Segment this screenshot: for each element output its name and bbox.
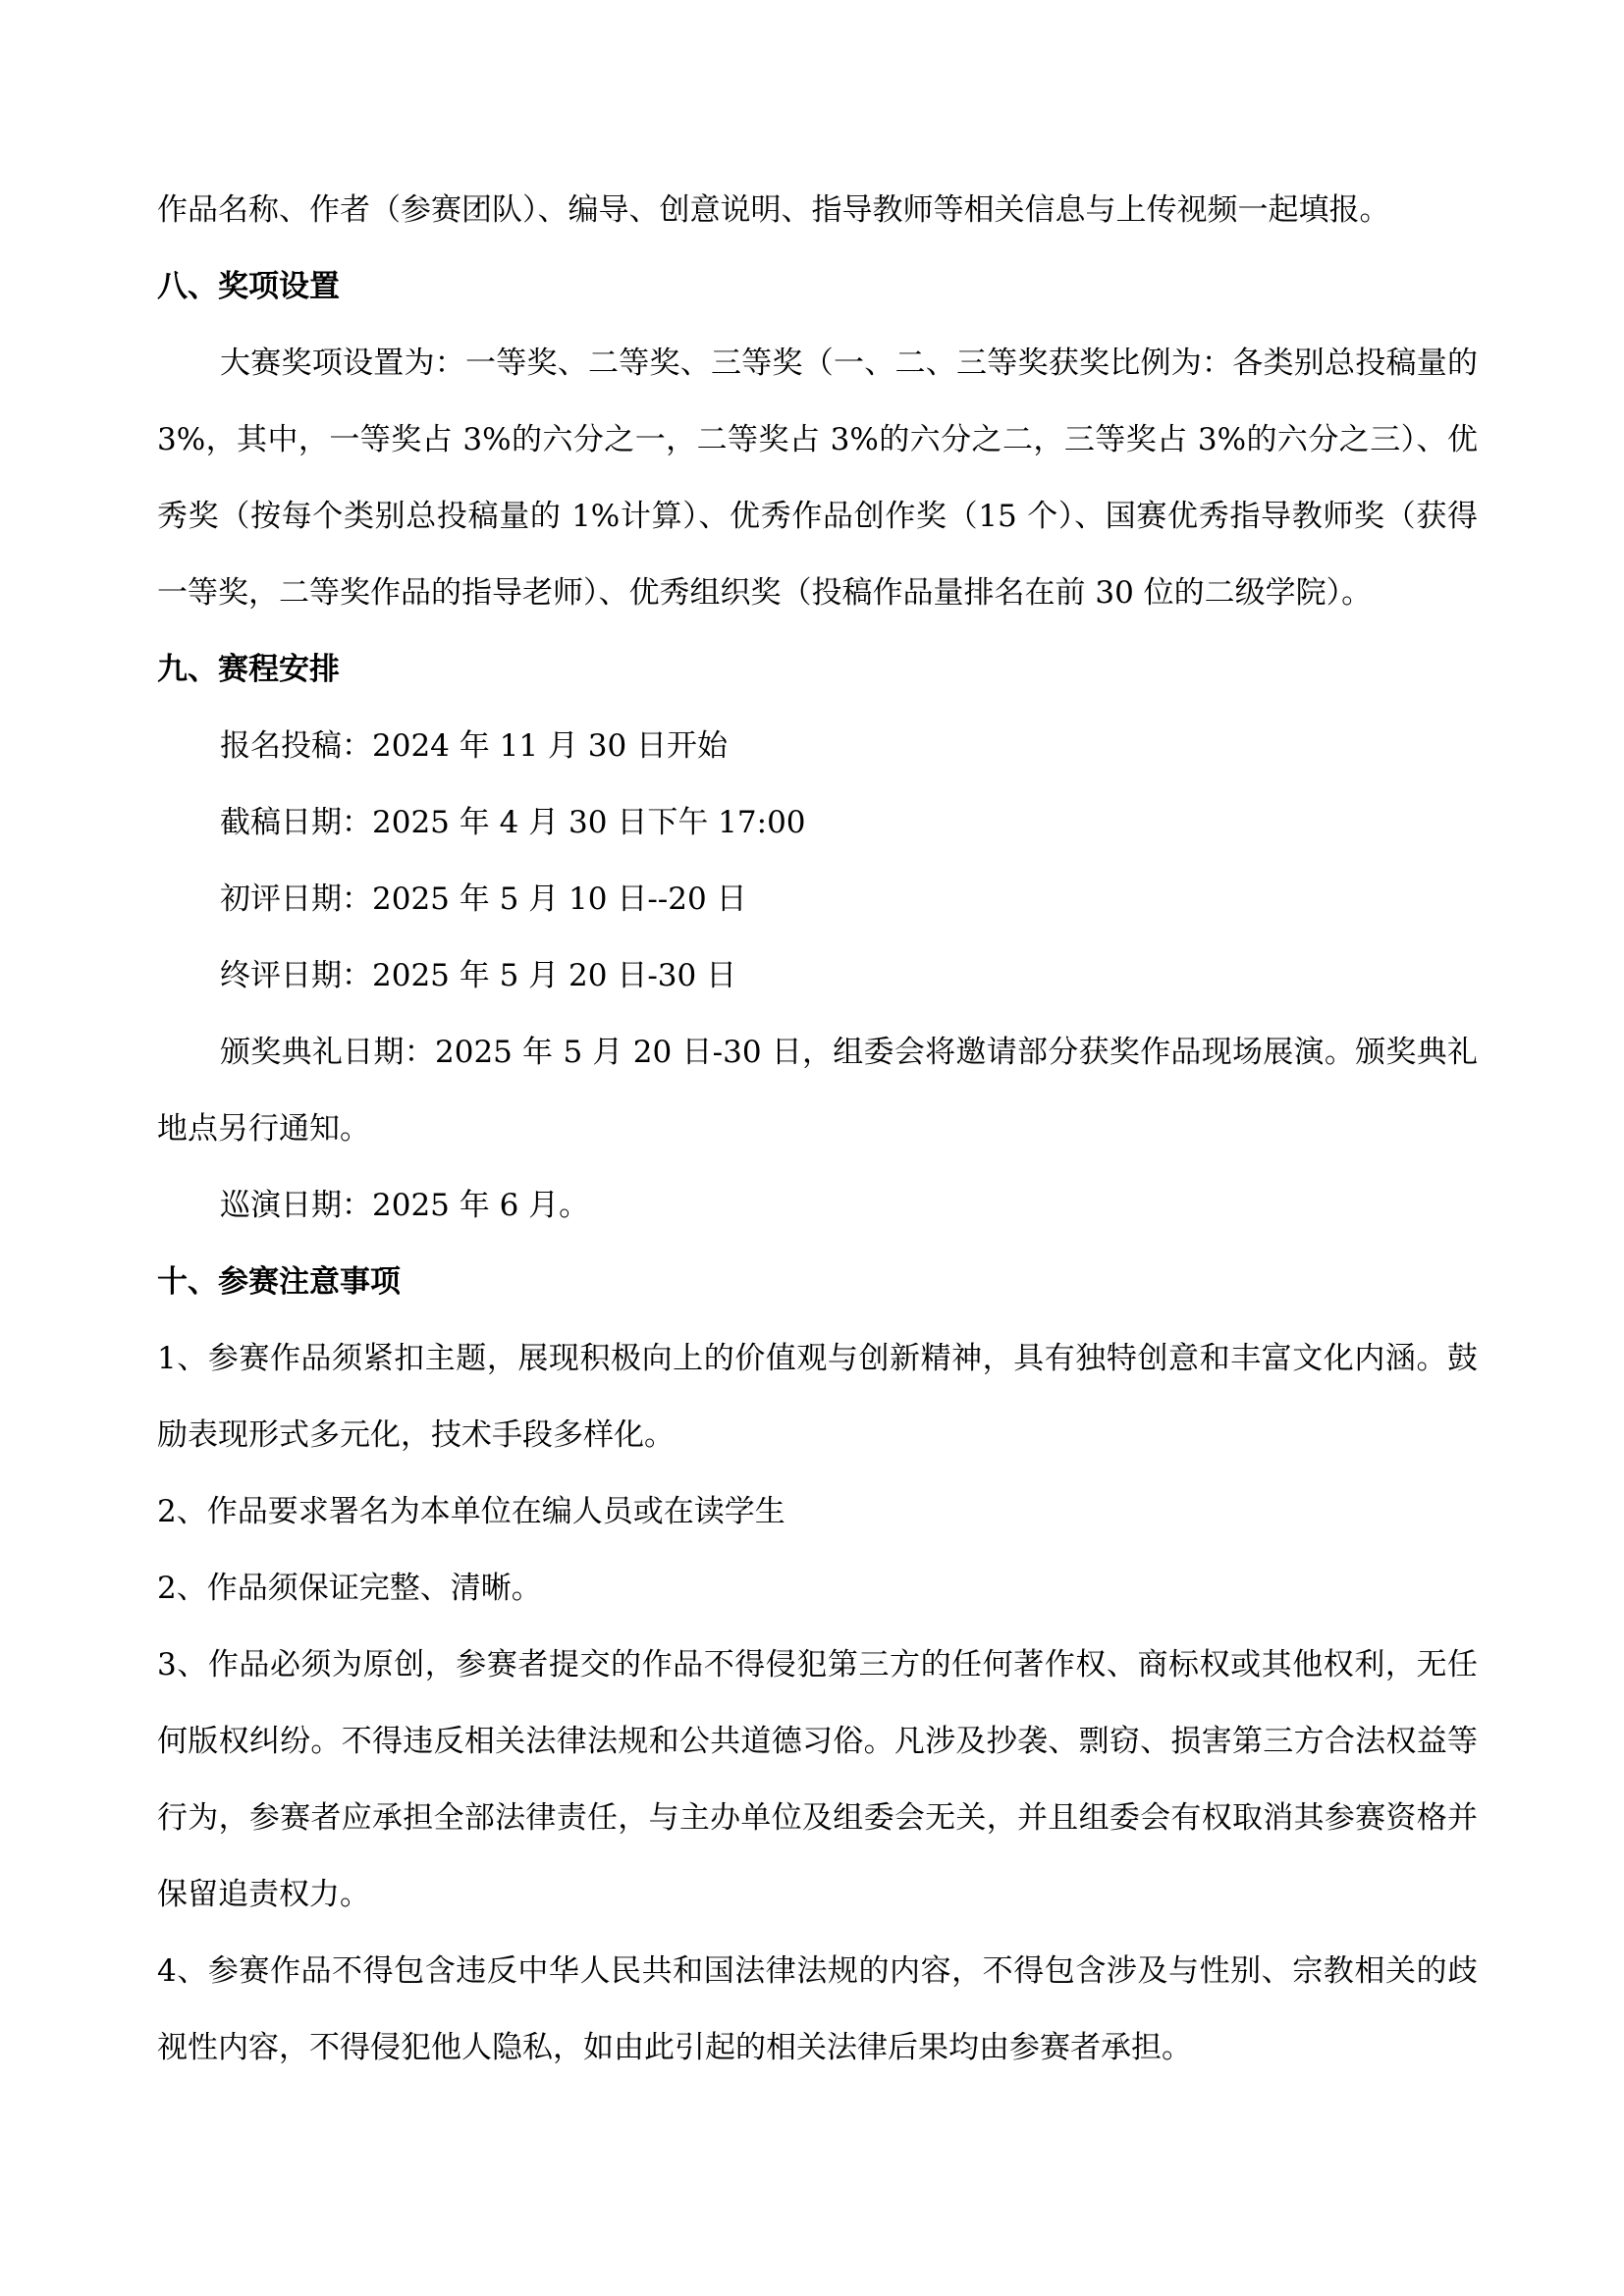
section-heading-awards: 八、奖项设置 — [157, 269, 340, 304]
schedule-deadline: 截稿日期：2025 年 4 月 30 日下午 17:00 — [220, 805, 806, 840]
schedule-ceremony: 颁奖典礼日期：2025 年 5 月 20 日-30 日，组委会将邀请部分获奖作品现场展演。颁奖典礼地点另行通知。 — [157, 1035, 1478, 1147]
intro-line: 作品名称、作者（参赛团队）、编导、创意说明、指导教师等相关信息与上传视频一起填报。 — [157, 192, 1390, 228]
schedule-final: 终评日期：2025 年 5 月 20 日-30 日 — [220, 958, 737, 993]
section-heading-notes: 十、参赛注意事项 — [157, 1264, 401, 1300]
schedule-tour: 巡演日期：2025 年 6 月。 — [220, 1188, 590, 1223]
notes-item-2a: 2、作品要求署名为本单位在编人员或在读学生 — [157, 1494, 785, 1529]
notes-item-3: 3、作品必须为原创，参赛者提交的作品不得侵犯第三方的任何著作权、商标权或其他权利，无任何版权纠纷。不得违反相关法律法规和公共道德习俗。凡涉及抄袭、剽窃、损害第三方合法权益等行为，参赛者应承担全部法律责任，与主办单位及组委会无关，并且组委会有权取消其参赛资格并保留追责权力。 — [157, 1647, 1478, 1912]
awards-paragraph: 大赛奖项设置为：一等奖、二等奖、三等奖（一、二、三等奖获奖比例为：各类别总投稿量的 3%，其中，一等奖占 3%的六分之一，二等奖占 3%的六分之二，三等奖占 3%的六分之三）、优秀奖（按每个类别总投稿量的 1%计算）、优秀作品创作奖（15 个）、国赛优秀指导教师奖（获得一等奖，二等奖作品的指导老师）、优秀组织奖（投稿作品量排名在前 30 位的二级学院）。 — [157, 346, 1478, 611]
notes-item-2b: 2、作品须保证完整、清晰。 — [157, 1571, 542, 1606]
section-heading-schedule: 九、赛程安排 — [157, 652, 340, 687]
document-page — [157, 172, 1478, 2086]
schedule-preliminary: 初评日期：2025 年 5 月 10 日--20 日 — [220, 881, 747, 917]
notes-item-4: 4、参赛作品不得包含违反中华人民共和国法律法规的内容，不得包含涉及与性别、宗教相关的歧视性内容，不得侵犯他人隐私，如由此引起的相关法律后果均由参赛者承担。 — [157, 1953, 1478, 2065]
schedule-registration: 报名投稿：2024 年 11 月 30 日开始 — [220, 728, 729, 764]
notes-item-1: 1、参赛作品须紧扣主题，展现积极向上的价值观与创新精神，具有独特创意和丰富文化内涵。鼓励表现形式多元化，技术手段多样化。 — [157, 1341, 1478, 1453]
